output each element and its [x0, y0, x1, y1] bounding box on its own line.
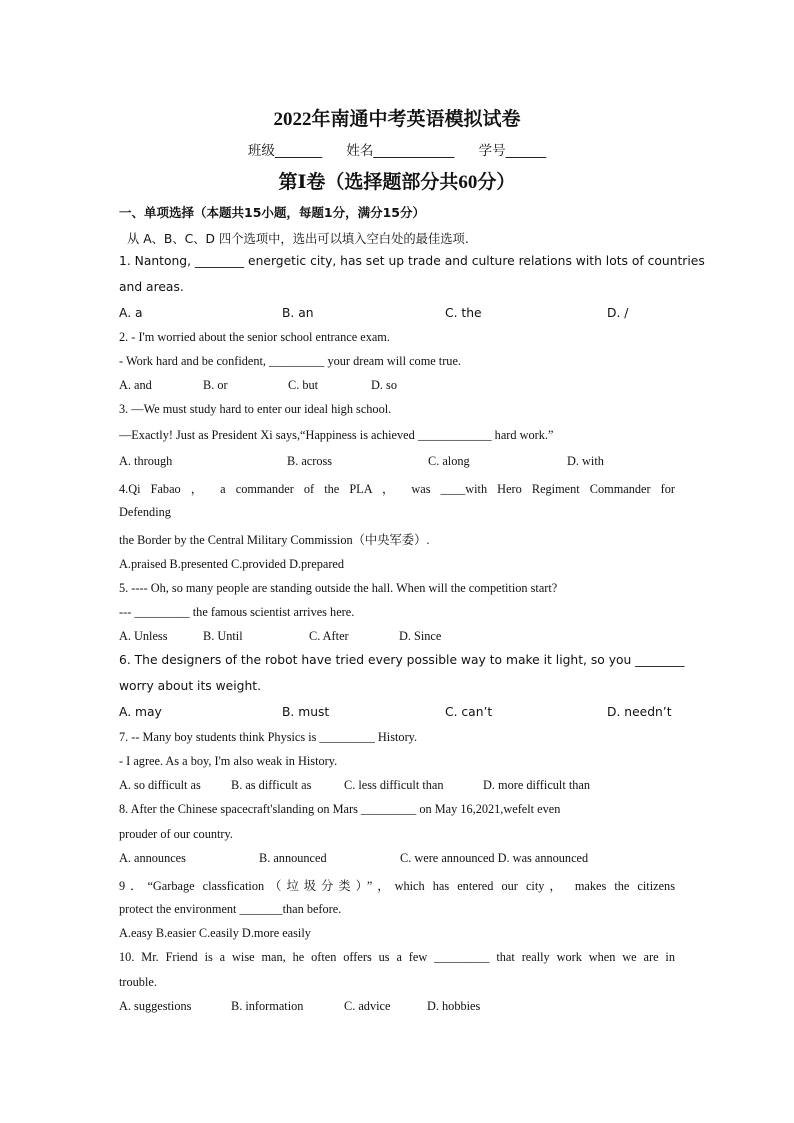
question-text: 1. Nantong, ________ energetic city, has set up trade and culture relations with lots of countries: [119, 254, 705, 268]
exam-title: 2022年南通中考英语模拟试卷: [273, 109, 521, 130]
option-a: A. a: [119, 306, 143, 320]
question-text: 9．“Garbage classfication（垃圾分类）”，which has entered our city， makes the citizens: [119, 879, 675, 893]
question-text: --- _________ the famous scientist arrives here.: [119, 605, 355, 619]
option-a: A. announces: [119, 851, 186, 865]
option-d: D. Since: [399, 629, 442, 643]
name-field: 姓名____________: [346, 143, 455, 159]
question-text: trouble.: [119, 975, 157, 989]
question-text: 4.Qi Fabao ， a commander of the PLA ， was ____with Hero Regiment Commander for: [119, 482, 675, 496]
option-a: A. and: [119, 378, 152, 392]
option-b: B. or: [203, 378, 228, 392]
question-text: worry about its weight.: [119, 679, 261, 693]
section-title: 第Ⅰ卷（选择题部分共60分）: [278, 172, 516, 193]
option-c: C. less difficult than: [344, 778, 444, 792]
option-cd: C. were announced D. was announced: [400, 851, 589, 865]
question-text: 5. ---- Oh, so many people are standing outside the hall. When will the competition start?: [119, 581, 558, 595]
question-text: 7. -- Many boy students think Physics is _________ History.: [119, 730, 418, 744]
question-text: 3. —We must study hard to enter our ideal high school.: [119, 402, 392, 416]
question-text: 8. After the Chinese spacecraft'slanding on Mars _________ on May 16,2021,wefelt even: [119, 802, 561, 816]
question-options: A.easy B.easier C.easily D.more easily: [119, 926, 311, 940]
option-b: B. an: [282, 306, 314, 320]
part-title: 一、单项选择（本题共15小题，每题1分，满分15分）: [119, 205, 425, 220]
option-d: D. with: [567, 454, 604, 468]
number-field: 学号______: [478, 143, 547, 159]
option-d: D. /: [607, 306, 629, 320]
option-c: C. can’t: [445, 705, 493, 719]
question-text: 10. Mr. Friend is a wise man, he often offers us a few _________ that really work when we are in: [119, 950, 675, 964]
question-text: protect the environment _______than before.: [119, 902, 342, 916]
question-text: Defending: [119, 505, 171, 519]
option-c: C. After: [309, 629, 349, 643]
option-c: C. advice: [344, 999, 391, 1013]
option-b: B. information: [231, 999, 304, 1013]
option-b: B. as difficult as: [231, 778, 312, 792]
option-b: B. announced: [259, 851, 327, 865]
question-text: —Exactly! Just as President Xi says,“Happiness is achieved ____________ hard work.”: [119, 428, 554, 442]
question-text: - I agree. As a boy, I'm also weak in History.: [119, 754, 338, 768]
option-d: D. needn’t: [607, 705, 672, 719]
option-c: C. but: [288, 378, 319, 392]
option-d: D. hobbies: [427, 999, 481, 1013]
question-options: A.praised B.presented C.provided D.prepared: [119, 557, 345, 571]
option-b: B. Until: [203, 629, 243, 643]
option-b: B. across: [287, 454, 333, 468]
question-text: and areas.: [119, 280, 184, 294]
option-a: A. so difficult as: [119, 778, 201, 792]
option-d: D. more difficult than: [483, 778, 591, 792]
option-d: D. so: [371, 378, 397, 392]
class-field: 班级_______: [247, 143, 323, 159]
option-a: A. Unless: [119, 629, 168, 643]
question-text: prouder of our country.: [119, 827, 233, 841]
question-text: 6. The designers of the robot have tried every possible way to make it light, so you ________: [119, 653, 685, 667]
option-a: A. suggestions: [119, 999, 192, 1013]
question-text: the Border by the Central Military Commission（中央军委）.: [119, 533, 430, 547]
option-b: B. must: [282, 705, 330, 719]
question-text: - Work hard and be confident, _________ your dream will come true.: [119, 354, 461, 368]
option-a: A. through: [119, 454, 173, 468]
instruction: 从 A、B、C、D 四个选项中，选出可以填入空白处的最佳选项.: [127, 232, 469, 246]
option-c: C. along: [428, 454, 470, 468]
question-text: 2. - I'm worried about the senior school entrance exam.: [119, 330, 390, 344]
option-c: C. the: [445, 306, 482, 320]
option-a: A. may: [119, 705, 162, 719]
student-info: [119, 139, 675, 159]
